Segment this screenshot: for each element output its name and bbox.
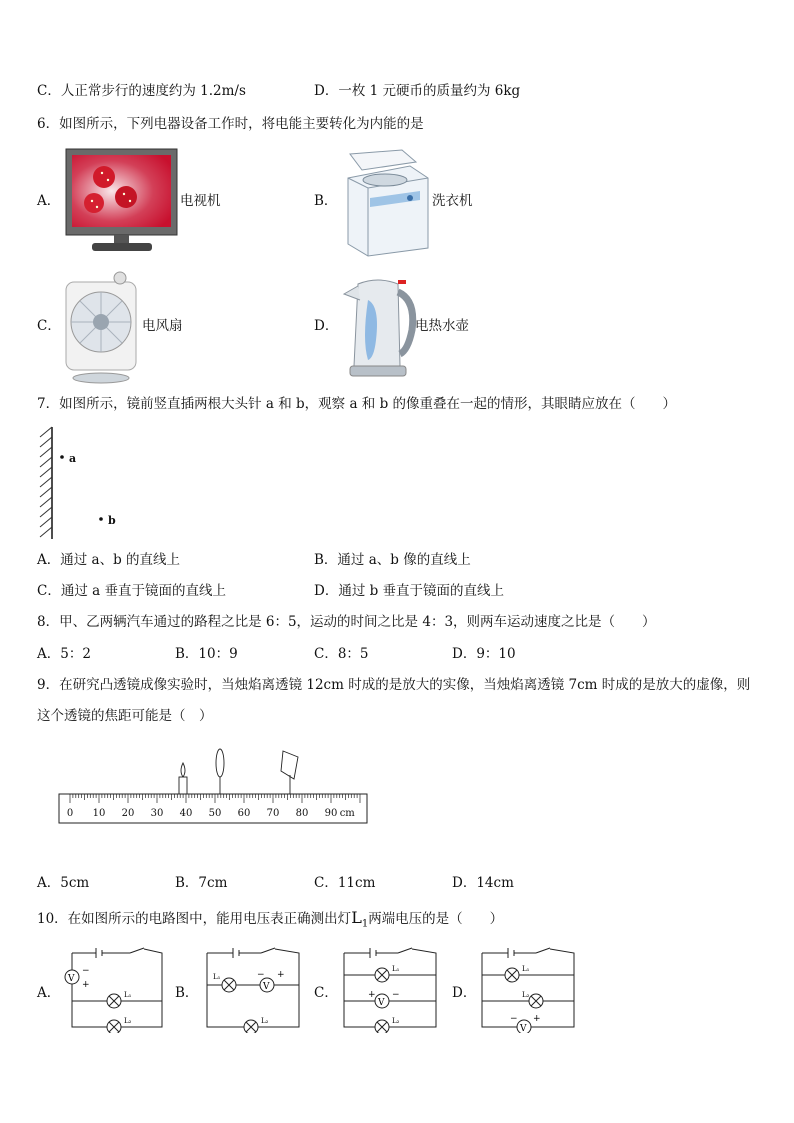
pin-b-label: b — [108, 514, 116, 527]
convex-lens-icon — [216, 749, 224, 777]
ruler-label: 20 — [121, 808, 135, 819]
q7-option-d: D．通过 b 垂直于镜面的直线上 — [314, 583, 505, 599]
ruler-label: 50 — [208, 808, 222, 819]
circuit-b — [203, 945, 305, 1033]
pin-a-dot — [60, 455, 64, 459]
svg-text:−: − — [257, 970, 265, 980]
ruler-label: 30 — [150, 808, 164, 819]
ruler-label: 70 — [266, 808, 280, 819]
svg-text:L₂: L₂ — [392, 1017, 400, 1025]
circuit-a — [62, 945, 172, 1033]
svg-text:V: V — [378, 998, 385, 1008]
svg-text:L₁: L₁ — [124, 991, 132, 999]
q10-c-letter: C． — [314, 985, 338, 1001]
q6-d-letter: D． — [314, 318, 339, 334]
pin-a-label: a — [69, 452, 77, 465]
q9-stem-line1: 9．在研究凸透镜成像实验时，当烛焰离透镜 12cm 时成的是放大的实像，当烛焰离透镜 7cm 时成的是放大的虚像，则 — [37, 677, 751, 693]
q9-stem-line2: 这个透镜的焦距可能是（ ） — [37, 708, 213, 724]
washing-machine-image — [340, 148, 432, 258]
optical-bench-figure — [56, 745, 372, 831]
q6-d-label: 电热水壶 — [415, 318, 469, 334]
q10-b-letter: B． — [175, 985, 199, 1001]
q10-a-letter: A． — [37, 985, 61, 1001]
pin-b-dot — [99, 517, 103, 521]
svg-text:V: V — [263, 982, 270, 992]
svg-text:L₁: L₁ — [392, 965, 400, 973]
q5-option-d: D．一枚 1 元硬币的质量约为 6kg — [314, 83, 521, 99]
q9-option-b: B．7cm — [175, 875, 228, 891]
q6-c-label: 电风扇 — [142, 318, 183, 334]
svg-text:L₂: L₂ — [124, 1017, 132, 1025]
q6-b-letter: B． — [314, 193, 338, 209]
svg-text:+: + — [533, 1014, 541, 1024]
svg-text:V: V — [68, 974, 75, 984]
q6-a-letter: A． — [37, 193, 61, 209]
lamp-l1-symbol: L — [351, 908, 362, 927]
q9-option-c: C．11cm — [314, 875, 376, 891]
q8-option-d: D．9：10 — [452, 646, 516, 662]
candle-icon — [179, 763, 187, 794]
svg-text:+: + — [368, 990, 376, 1000]
svg-text:−: − — [510, 1014, 518, 1024]
circuit-d — [478, 945, 580, 1033]
svg-text:+: + — [82, 980, 90, 990]
tv-image — [64, 147, 179, 255]
q10-stem-post: 两端电压的是（ ） — [368, 911, 504, 927]
svg-text:−: − — [82, 966, 90, 976]
q10-d-letter: D． — [452, 985, 477, 1001]
svg-text:L₁: L₁ — [213, 973, 221, 981]
ruler-label: 0 — [66, 808, 74, 819]
ruler-label: 80 — [295, 808, 309, 819]
screen-icon — [281, 751, 298, 779]
q7-option-a: A．通过 a、b 的直线上 — [37, 552, 181, 568]
circuit-c — [340, 945, 442, 1033]
svg-text:+: + — [277, 970, 285, 980]
ruler-label: 40 — [179, 808, 193, 819]
q10-stem-pre: 10．在如图所示的电路图中，能用电压表正确测出灯 — [37, 911, 352, 927]
mirror-pins-figure — [38, 425, 128, 543]
svg-text:L₁: L₁ — [522, 965, 530, 973]
q9-option-d: D．14cm — [452, 875, 514, 891]
q7-stem: 7．如图所示，镜前竖直插两根大头针 a 和 b，观察 a 和 b 的像重叠在一起的情形，其眼睛应放在（ ） — [37, 396, 677, 412]
svg-text:L₂: L₂ — [261, 1017, 269, 1025]
svg-text:−: − — [392, 990, 400, 1000]
ruler-label: 60 — [237, 808, 251, 819]
ruler-label: 10 — [92, 808, 106, 819]
electric-fan-image — [62, 270, 140, 386]
q8-option-a: A．5：2 — [37, 646, 91, 662]
q7-option-b: B．通过 a、b 像的直线上 — [314, 552, 471, 568]
q6-stem: 6．如图所示，下列电器设备工作时，将电能主要转化为内能的是 — [37, 116, 424, 132]
q10-stem — [37, 909, 503, 934]
q6-c-letter: C． — [37, 318, 61, 334]
electric-kettle-image — [338, 270, 418, 384]
ruler-unit: cm — [339, 808, 355, 819]
q9-option-a: A．5cm — [37, 875, 90, 891]
svg-text:L₂: L₂ — [522, 991, 530, 999]
q7-option-c: C．通过 a 垂直于镜面的直线上 — [37, 583, 226, 599]
lamp-l1-subscript: 1 — [361, 918, 369, 930]
q6-b-label: 洗衣机 — [432, 193, 473, 209]
q8-stem: 8．甲、乙两辆汽车通过的路程之比是 6：5，运动的时间之比是 4：3，则两车运动速度之比是（ ） — [37, 614, 656, 630]
q6-a-label: 电视机 — [180, 193, 221, 209]
q8-option-c: C．8：5 — [314, 646, 369, 662]
ruler-label: 90 — [324, 808, 338, 819]
svg-text:V: V — [520, 1024, 527, 1033]
q5-option-c: C．人正常步行的速度约为 1.2m/s — [37, 83, 246, 99]
q8-option-b: B．10：9 — [175, 646, 238, 662]
